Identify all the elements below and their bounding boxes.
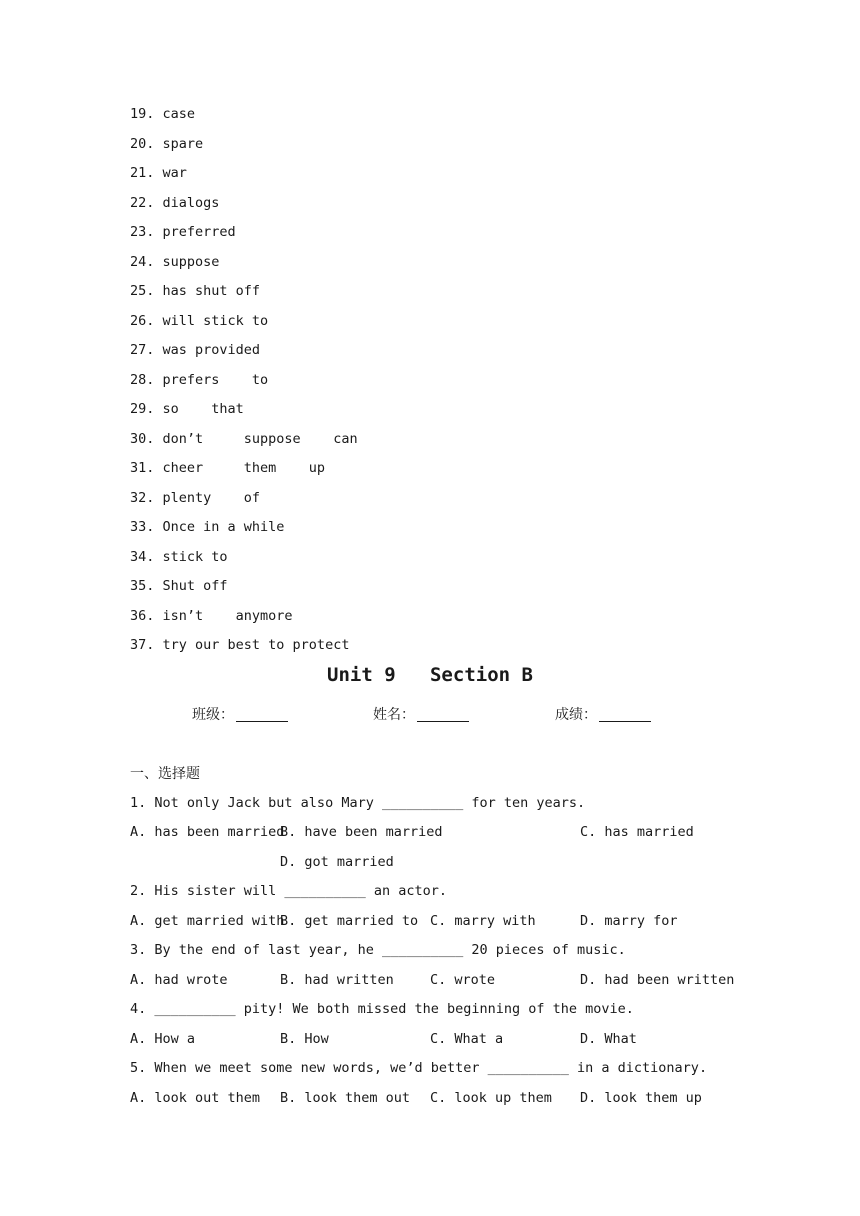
option-a: A. has been married (130, 824, 285, 840)
answer-item: 33. Once in a while (130, 519, 285, 535)
class-field (192, 704, 288, 724)
answer-item: 23. preferred (130, 224, 236, 240)
option-c: C. has married (580, 824, 694, 840)
option-d: D. had been written (580, 972, 735, 988)
option-c: C. marry with (430, 913, 536, 929)
answer-item: 34. stick to (130, 548, 228, 565)
answer-item: 37. try our best to protect (130, 637, 350, 653)
answer-item: 31. cheer them up (130, 460, 326, 476)
answer-item: 21. war (130, 165, 187, 181)
option-a: A. had wrote (130, 972, 228, 988)
option-c: C. What a (430, 1031, 504, 1047)
answer-item: 24. suppose (130, 253, 220, 270)
name-field (373, 704, 469, 724)
question-stem: 4. __________ pity! We both missed the beginning of the movie. (130, 1001, 634, 1017)
option-d: D. got married (280, 854, 394, 870)
section-heading: Unit 9 Section B (327, 664, 533, 686)
class-blank (236, 707, 288, 722)
option-a: A. look out them (130, 1090, 261, 1106)
option-c: C. look up them (430, 1090, 552, 1106)
answer-item: 22. dialogs (130, 194, 220, 211)
answer-item: 29. so that (130, 401, 244, 417)
answer-list (130, 104, 358, 665)
option-b: B. How (280, 1031, 329, 1047)
option-a: A. How a (130, 1031, 196, 1047)
section-title: 一、选择题 (130, 766, 200, 782)
score-blank (599, 707, 651, 722)
option-d: D. What (580, 1031, 637, 1047)
answer-item: 36. isn’t anymore (130, 607, 293, 624)
class-label: 班级： (192, 707, 234, 723)
option-b: B. had written (280, 972, 394, 988)
question-stem: 2. His sister will __________ an actor. (130, 883, 447, 899)
option-d: D. marry for (580, 913, 678, 929)
option-c: C. wrote (430, 972, 496, 988)
answer-item: 19. case (130, 106, 196, 122)
answer-item: 26. will stick to (130, 312, 269, 329)
score-label: 成绩： (555, 707, 597, 723)
question-stem: 1. Not only Jack but also Mary __________ for ten years. (130, 795, 586, 811)
question-stem: 3. By the end of last year, he __________ 20 pieces of music. (130, 942, 626, 958)
option-a: A. get married with (130, 913, 285, 929)
option-b: B. look them out (280, 1090, 411, 1106)
name-label: 姓名： (373, 707, 415, 723)
answer-item: 32. plenty of (130, 489, 261, 506)
answer-item: 20. spare (130, 135, 204, 152)
answer-item: 27. was provided (130, 342, 261, 358)
answer-item: 35. Shut off (130, 578, 228, 594)
answer-item: 28. prefers to (130, 371, 269, 388)
option-d: D. look them up (580, 1090, 702, 1106)
name-blank (417, 707, 469, 722)
question-stem: 5. When we meet some new words, we’d better __________ in a dictionary. (130, 1060, 708, 1076)
answer-item: 30. don’t suppose can (130, 430, 358, 447)
option-b: B. get married to (280, 913, 419, 929)
answer-item: 25. has shut off (130, 283, 261, 299)
option-b: B. have been married (280, 824, 443, 840)
score-field (555, 704, 651, 724)
